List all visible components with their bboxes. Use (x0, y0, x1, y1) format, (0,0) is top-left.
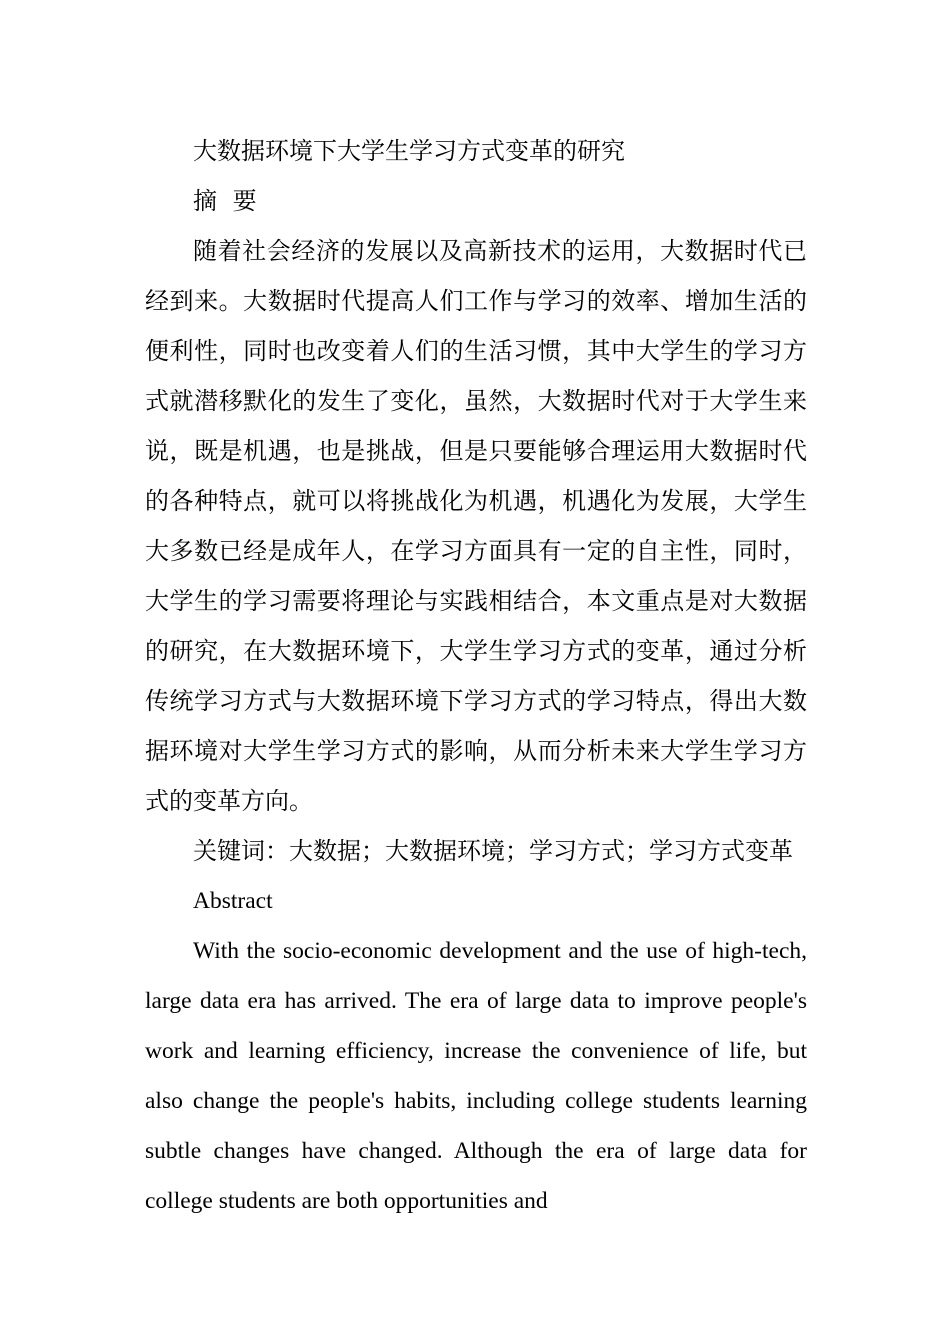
abstract-en-paragraph: With the socio-economic development and the use of high-tech, large data era has arrived. The era of large data to improve people's work and learning efficiency, increase the convenience of life, but also change the people's habits, including college students learning subtle changes have changed. Although the era of large data for college students are both opportunities and (145, 938, 807, 1214)
document-title: 大数据环境下大学生学习方式变革的研究 (193, 137, 625, 165)
abstract-en-heading: Abstract (193, 888, 273, 914)
abstract-cn-heading: 摘 要 (193, 187, 261, 215)
keywords-cn: 关键词：大数据；大数据环境；学习方式；学习方式变革 (193, 837, 793, 865)
abstract-cn-paragraph: 随着社会经济的发展以及高新技术的运用，大数据时代已经到来。大数据时代提高人们工作与学习的效率、增加生活的便利性，同时也改变着人们的生活习惯，其中大学生的学习方式就潜移默化的发生了变化，虽然，大数据时代对于大学生来说，既是机遇，也是挑战，但是只要能够合理运用大数据时代的各种特点，就可以将挑战化为机遇，机遇化为发展，大学生大多数已经是成年人，在学习方面具有一定的自主性，同时，大学生的学习需要将理论与实践相结合，本文重点是对大数据的研究，在大数据环境下，大学生学习方式的变革，通过分析传统学习方式与大数据环境下学习方式的学习特点，得出大数据环境对大学生学习方式的影响，从而分析未来大学生学习方式的变革方向。 (145, 237, 807, 815)
document-body (145, 126, 807, 1226)
